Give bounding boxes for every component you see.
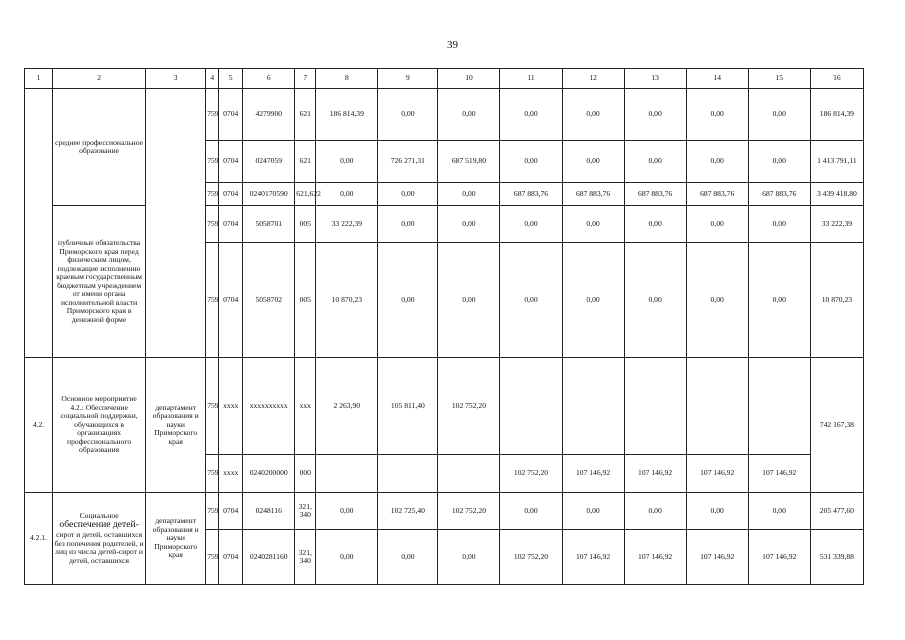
item-number-cell: 4.2.1. bbox=[25, 493, 53, 585]
cell-c16: 205 477,60 bbox=[810, 493, 863, 530]
cell-c5: 0704 bbox=[219, 493, 243, 530]
cell-c9: 105 811,40 bbox=[378, 358, 438, 455]
desc-line-large: обеспечение детей- bbox=[59, 519, 139, 531]
cell-c12: 0,00 bbox=[562, 243, 624, 358]
cell-c4: 759 bbox=[206, 358, 219, 455]
cell-c13: 0,00 bbox=[624, 243, 686, 358]
cell-c12: 0,00 bbox=[562, 493, 624, 530]
cell-c13: 0,00 bbox=[624, 89, 686, 141]
cell-c4: 759 bbox=[206, 455, 219, 493]
table-row bbox=[25, 89, 864, 141]
cell-c15: 0,00 bbox=[748, 243, 810, 358]
cell-c5: хххх bbox=[219, 358, 243, 455]
item-description: Основное мероприятие 4.2.: Обеспечение социальной поддержки, обучающихся в организациях профессионального образования bbox=[53, 358, 146, 493]
cell-c10: 0,00 bbox=[438, 530, 500, 585]
item-description: публичные обязательства Приморского края перед физическим лицом, подлежащие исполнению краевым государственным бюджетным учреждением от имени органа исполнительной власти Приморского края в денежной форме bbox=[53, 206, 146, 358]
cell-c5: 0704 bbox=[219, 206, 243, 243]
desc-line: сирот и детей, оставшихся без попечения родителей, и лиц из числа детей-сирот и детей, оставшихся bbox=[54, 530, 144, 565]
cell-c13: 0,00 bbox=[624, 141, 686, 183]
cell-c7: 005 bbox=[295, 206, 316, 243]
cell-c8: 0,00 bbox=[316, 183, 378, 206]
item-number-cell: 4.2. bbox=[25, 358, 53, 493]
cell-c9: 0,00 bbox=[378, 183, 438, 206]
cell-c9: 726 271,31 bbox=[378, 141, 438, 183]
cell-c6: 0240170590 bbox=[243, 183, 295, 206]
cell-c8: 10 870,23 bbox=[316, 243, 378, 358]
cell-c15: 0,00 bbox=[748, 493, 810, 530]
cell-c14 bbox=[686, 358, 748, 455]
cell-c7: 621 bbox=[295, 141, 316, 183]
header-cell: 13 bbox=[624, 69, 686, 89]
cell-c11 bbox=[500, 358, 562, 455]
header-cell: 2 bbox=[53, 69, 146, 89]
header-cell: 4 bbox=[206, 69, 219, 89]
cell-c15: 0,00 bbox=[748, 89, 810, 141]
header-cell: 9 bbox=[378, 69, 438, 89]
cell-c4: 759 bbox=[206, 183, 219, 206]
cell-c14: 107 146,92 bbox=[686, 530, 748, 585]
cell-c16: 10 870,23 bbox=[810, 243, 863, 358]
responsible-department: департамент образования и науки Приморского края bbox=[146, 358, 206, 493]
cell-c13: 107 146,92 bbox=[624, 455, 686, 493]
cell-c6: 0248116 bbox=[243, 493, 295, 530]
cell-c12: 0,00 bbox=[562, 141, 624, 183]
cell-c13 bbox=[624, 358, 686, 455]
cell-c10: 102 752,20 bbox=[438, 358, 500, 455]
cell-c14: 0,00 bbox=[686, 206, 748, 243]
cell-c4: 759 bbox=[206, 141, 219, 183]
cell-c15: 0,00 bbox=[748, 206, 810, 243]
cell-c10 bbox=[438, 455, 500, 493]
cell-c14: 0,00 bbox=[686, 493, 748, 530]
cell-c9: 0,00 bbox=[378, 89, 438, 141]
cell-c8: 33 222,39 bbox=[316, 206, 378, 243]
cell-c7: 005 bbox=[295, 243, 316, 358]
cell-c10: 0,00 bbox=[438, 183, 500, 206]
cell-c7: 321, 340 bbox=[295, 493, 316, 530]
cell-c15: 687 883,76 bbox=[748, 183, 810, 206]
item-description bbox=[53, 493, 146, 585]
page-number: 39 bbox=[447, 39, 458, 51]
cell-c7: 000 bbox=[295, 455, 316, 493]
header-cell: 11 bbox=[500, 69, 562, 89]
cell-c10: 0,00 bbox=[438, 206, 500, 243]
responsible-department: департамент образования и науки Приморского края bbox=[146, 493, 206, 585]
cell-c5: хххх bbox=[219, 455, 243, 493]
cell-c10: 102 752,20 bbox=[438, 493, 500, 530]
cell-c4: 759 bbox=[206, 243, 219, 358]
cell-c4: 759 bbox=[206, 89, 219, 141]
header-row bbox=[25, 69, 864, 89]
cell-c14: 0,00 bbox=[686, 89, 748, 141]
cell-c6: 0247059 bbox=[243, 141, 295, 183]
cell-c16: 33 222,39 bbox=[810, 206, 863, 243]
cell-c11: 0,00 bbox=[500, 206, 562, 243]
cell-c15: 107 146,92 bbox=[748, 530, 810, 585]
cell-c16: 186 814,39 bbox=[810, 89, 863, 141]
cell-c8: 0,00 bbox=[316, 530, 378, 585]
cell-c5: 0704 bbox=[219, 183, 243, 206]
cell-c11: 0,00 bbox=[500, 493, 562, 530]
budget-table bbox=[24, 68, 864, 585]
cell-c11: 687 883,76 bbox=[500, 183, 562, 206]
cell-c6: хххххххххх bbox=[243, 358, 295, 455]
header-cell: 7 bbox=[295, 69, 316, 89]
table-row bbox=[25, 358, 864, 455]
header-cell: 5 bbox=[219, 69, 243, 89]
responsible-cell bbox=[146, 89, 206, 358]
cell-c6: 0240281160 bbox=[243, 530, 295, 585]
cell-c12: 0,00 bbox=[562, 206, 624, 243]
cell-c9 bbox=[378, 455, 438, 493]
cell-c6: 5058702 bbox=[243, 243, 295, 358]
cell-c7: 321, 340 bbox=[295, 530, 316, 585]
cell-c11: 0,00 bbox=[500, 141, 562, 183]
table-row bbox=[25, 493, 864, 530]
cell-c9: 0,00 bbox=[378, 243, 438, 358]
cell-c10: 0,00 bbox=[438, 89, 500, 141]
cell-c10: 0,00 bbox=[438, 243, 500, 358]
item-number-cell bbox=[25, 89, 53, 358]
cell-c16: 3 439 418,80 bbox=[810, 183, 863, 206]
cell-c13: 0,00 bbox=[624, 493, 686, 530]
cell-c15: 0,00 bbox=[748, 141, 810, 183]
cell-c9: 0,00 bbox=[378, 530, 438, 585]
cell-c14: 107 146,92 bbox=[686, 455, 748, 493]
cell-c14: 687 883,76 bbox=[686, 183, 748, 206]
cell-c6: 4279900 bbox=[243, 89, 295, 141]
cell-c16-total: 742 167,38 bbox=[810, 358, 863, 493]
cell-c13: 687 883,76 bbox=[624, 183, 686, 206]
cell-c11: 102 752,20 bbox=[500, 530, 562, 585]
cell-c8: 0,00 bbox=[316, 493, 378, 530]
cell-c8: 0,00 bbox=[316, 141, 378, 183]
cell-c15: 107 146,92 bbox=[748, 455, 810, 493]
cell-c5: 0704 bbox=[219, 141, 243, 183]
cell-c8 bbox=[316, 455, 378, 493]
cell-c13: 0,00 bbox=[624, 206, 686, 243]
cell-c11: 0,00 bbox=[500, 89, 562, 141]
cell-c4: 759 bbox=[206, 493, 219, 530]
cell-c9: 0,00 bbox=[378, 206, 438, 243]
cell-c12: 0,00 bbox=[562, 89, 624, 141]
cell-c16: 531 339,88 bbox=[810, 530, 863, 585]
desc-line: Социальное bbox=[79, 510, 119, 520]
cell-c11: 102 752,20 bbox=[500, 455, 562, 493]
cell-c12 bbox=[562, 358, 624, 455]
cell-c4: 759 bbox=[206, 530, 219, 585]
cell-c4: 759 bbox=[206, 206, 219, 243]
cell-c10: 687 519,80 bbox=[438, 141, 500, 183]
cell-c7: 621,622 bbox=[295, 183, 316, 206]
cell-c7: 621 bbox=[295, 89, 316, 141]
cell-c12: 107 146,92 bbox=[562, 530, 624, 585]
cell-c12: 107 146,92 bbox=[562, 455, 624, 493]
header-cell: 10 bbox=[438, 69, 500, 89]
cell-c5: 0704 bbox=[219, 530, 243, 585]
cell-c6: 0240200000 bbox=[243, 455, 295, 493]
header-cell: 6 bbox=[243, 69, 295, 89]
cell-c9: 102 725,40 bbox=[378, 493, 438, 530]
cell-c12: 687 883,76 bbox=[562, 183, 624, 206]
cell-c7: ххх bbox=[295, 358, 316, 455]
header-cell: 15 bbox=[748, 69, 810, 89]
cell-c14: 0,00 bbox=[686, 243, 748, 358]
header-cell: 14 bbox=[686, 69, 748, 89]
item-description: среднее профессиональное образование bbox=[53, 89, 146, 206]
cell-c13: 107 146,92 bbox=[624, 530, 686, 585]
cell-c11: 0,00 bbox=[500, 243, 562, 358]
header-cell: 12 bbox=[562, 69, 624, 89]
cell-c5: 0704 bbox=[219, 243, 243, 358]
header-cell: 16 bbox=[810, 69, 863, 89]
cell-c14: 0,00 bbox=[686, 141, 748, 183]
header-cell: 8 bbox=[316, 69, 378, 89]
header-cell: 3 bbox=[146, 69, 206, 89]
header-cell: 1 bbox=[25, 69, 53, 89]
cell-c15 bbox=[748, 358, 810, 455]
cell-c5: 0704 bbox=[219, 89, 243, 141]
cell-c16: 1 413 791,11 bbox=[810, 141, 863, 183]
cell-c8: 186 814,39 bbox=[316, 89, 378, 141]
cell-c8: 2 263,90 bbox=[316, 358, 378, 455]
cell-c6: 5058701 bbox=[243, 206, 295, 243]
